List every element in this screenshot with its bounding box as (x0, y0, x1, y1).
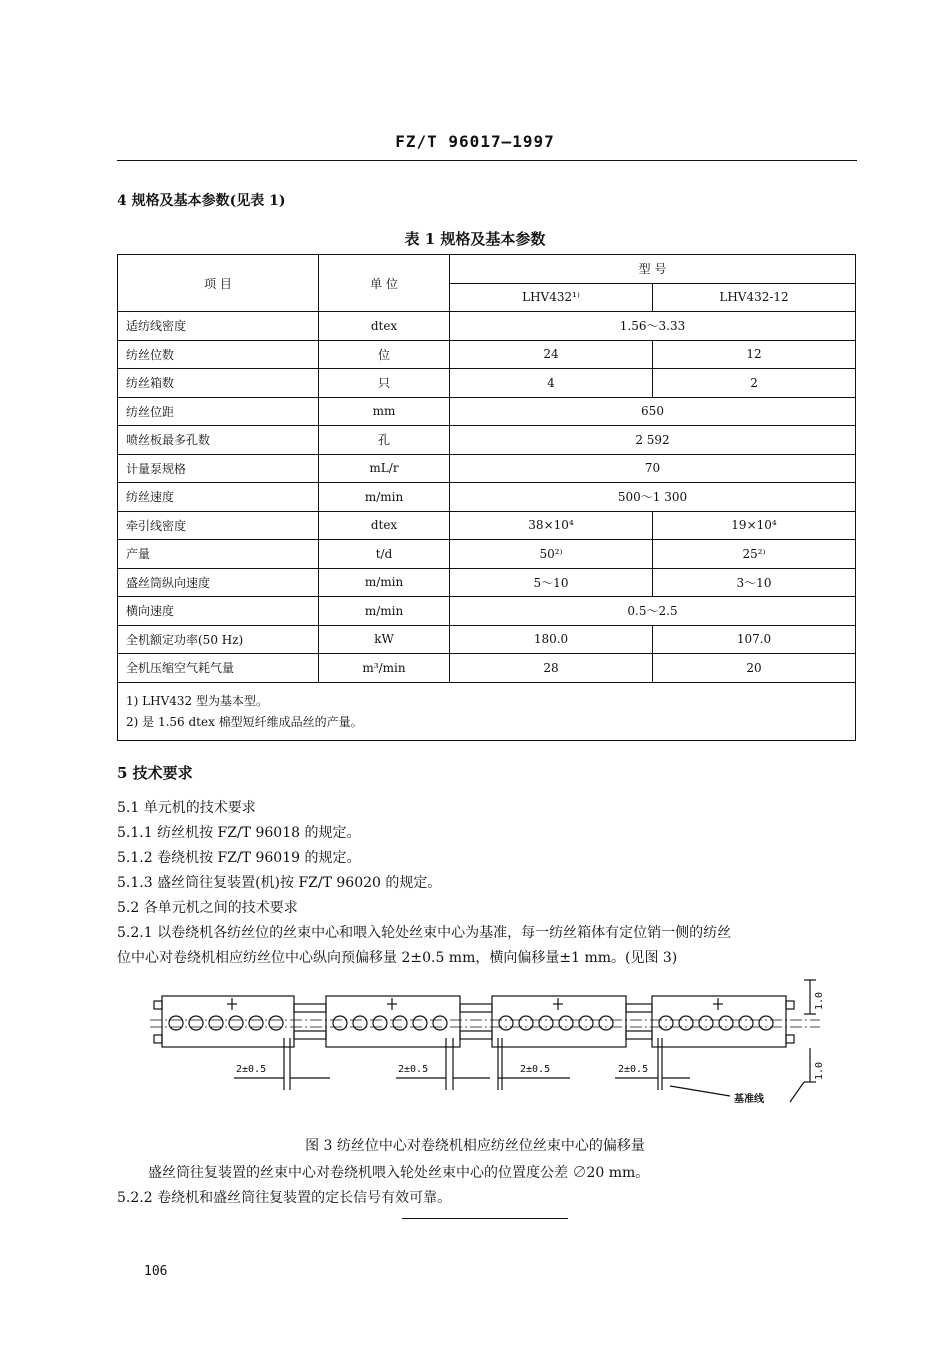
clause-5-1-1: 5.1.1 纺丝机按 FZ/T 96018 的规定。 (117, 825, 361, 841)
row-value-1: 38×10⁴ (450, 511, 653, 540)
spec-table (117, 254, 856, 741)
row-value: 2 592 (450, 426, 856, 455)
row-value-2: 3～10 (653, 568, 856, 597)
base-line-label: 基准线 (734, 1094, 764, 1105)
row-value-1: 180.0 (450, 625, 653, 654)
clause-5-2: 5.2 各单元机之间的技术要求 (117, 900, 298, 916)
col-header-item: 项 目 (118, 255, 319, 312)
standard-number-header: FZ/T 96017—1997 (395, 132, 555, 151)
row-item: 计量泵规格 (118, 454, 319, 483)
col-header-model-1: LHV432¹⁾ (450, 283, 653, 312)
tolerance-paragraph: 盛丝筒往复装置的丝束中心对卷绕机喂入轮处丝束中心的位置度公差 ∅20 mm。 (148, 1165, 650, 1181)
row-unit: m/min (319, 568, 450, 597)
row-unit: kW (319, 625, 450, 654)
side-dim-bottom: 1.0 (814, 1061, 825, 1080)
table-row (118, 568, 856, 597)
row-unit: mL/r (319, 454, 450, 483)
clause-5-1-3: 5.1.3 盛丝筒往复装置(机)按 FZ/T 96020 的规定。 (117, 875, 442, 891)
row-unit: mm (319, 397, 450, 426)
table-notes-row (118, 682, 856, 740)
row-value-2: 2 (653, 369, 856, 398)
table-row (118, 454, 856, 483)
row-unit: m/min (319, 483, 450, 512)
row-unit: 孔 (319, 426, 450, 455)
row-value-1: 24 (450, 340, 653, 369)
table-row (118, 654, 856, 683)
section-5-title: 5 技术要求 (117, 764, 193, 782)
table-row (118, 597, 856, 626)
row-value: 70 (450, 454, 856, 483)
row-value: 0.5～2.5 (450, 597, 856, 626)
row-value: 1.56～3.33 (450, 312, 856, 341)
table-row (118, 312, 856, 341)
clause-5-2-2: 5.2.2 卷绕机和盛丝筒往复装置的定长信号有效可靠。 (117, 1190, 452, 1206)
row-item: 喷丝板最多孔数 (118, 426, 319, 455)
table-row (118, 397, 856, 426)
col-header-unit: 单 位 (319, 255, 450, 312)
table-row (118, 369, 856, 398)
table-row (118, 426, 856, 455)
col-header-model-2: LHV432-12 (653, 283, 856, 312)
section-4-title: 4 规格及基本参数(见表 1) (117, 193, 286, 209)
header-rule (117, 160, 857, 161)
figure-3-diagram (150, 978, 830, 1113)
row-unit: 只 (319, 369, 450, 398)
figure-3-caption: 图 3 纺丝位中心对卷绕机相应纺丝位丝束中心的偏移量 (305, 1138, 645, 1154)
table-row (118, 625, 856, 654)
row-item: 全机额定功率(50 Hz) (118, 625, 319, 654)
table-head-row (118, 255, 856, 284)
clause-5-1: 5.1 单元机的技术要求 (117, 800, 256, 816)
dim-label-1: 2±0.5 (236, 1064, 267, 1075)
row-unit: t/d (319, 540, 450, 569)
row-value: 500～1 300 (450, 483, 856, 512)
row-value-2: 19×10⁴ (653, 511, 856, 540)
table-row (118, 340, 856, 369)
table-row (118, 483, 856, 512)
row-unit: dtex (319, 312, 450, 341)
table-1-caption: 表 1 规格及基本参数 (404, 230, 546, 248)
row-unit: dtex (319, 511, 450, 540)
clause-5-1-2: 5.1.2 卷绕机按 FZ/T 96019 的规定。 (117, 850, 361, 866)
end-rule (402, 1218, 568, 1219)
table-row (118, 540, 856, 569)
table-notes (118, 682, 856, 740)
row-unit: m³/min (319, 654, 450, 683)
row-item: 纺丝速度 (118, 483, 319, 512)
row-value-2: 107.0 (653, 625, 856, 654)
row-value-2: 12 (653, 340, 856, 369)
clause-5-2-1-line1: 5.2.1 以卷绕机各纺丝位的丝束中心和喂入轮处丝束中心为基准，每一纺丝箱体有定位销一侧的纺丝 (117, 925, 732, 941)
clause-5-2-1-line2: 位中心对卷绕机相应纺丝位中心纵向预偏移量 2±0.5 mm，横向偏移量±1 mm。(见图 3) (117, 950, 678, 966)
dim-label-4: 2±0.5 (618, 1064, 649, 1075)
table-note: 2) 是 1.56 dtex 棉型短纤维成品丝的产量。 (126, 715, 363, 729)
col-header-model: 型 号 (450, 255, 856, 284)
row-value-2: 25²⁾ (653, 540, 856, 569)
row-item: 牵引线密度 (118, 511, 319, 540)
row-item: 盛丝筒纵向速度 (118, 568, 319, 597)
row-value-2: 20 (653, 654, 856, 683)
row-value: 650 (450, 397, 856, 426)
row-item: 横向速度 (118, 597, 319, 626)
row-item: 纺丝位距 (118, 397, 319, 426)
page-number: 106 (144, 1264, 168, 1279)
row-value-1: 28 (450, 654, 653, 683)
row-item: 纺丝箱数 (118, 369, 319, 398)
row-unit: 位 (319, 340, 450, 369)
row-item: 纺丝位数 (118, 340, 319, 369)
dim-label-3: 2±0.5 (520, 1064, 551, 1075)
spinning-positions (169, 1016, 773, 1030)
dim-label-2: 2±0.5 (398, 1064, 429, 1075)
row-item: 适纺线密度 (118, 312, 319, 341)
side-dim-top: 1.0 (814, 991, 825, 1010)
row-value-1: 4 (450, 369, 653, 398)
row-value-1: 50²⁾ (450, 540, 653, 569)
table-note: 1) LHV432 型为基本型。 (126, 694, 268, 708)
table-row (118, 511, 856, 540)
row-value-1: 5～10 (450, 568, 653, 597)
row-item: 产量 (118, 540, 319, 569)
row-unit: m/min (319, 597, 450, 626)
row-item: 全机压缩空气耗气量 (118, 654, 319, 683)
